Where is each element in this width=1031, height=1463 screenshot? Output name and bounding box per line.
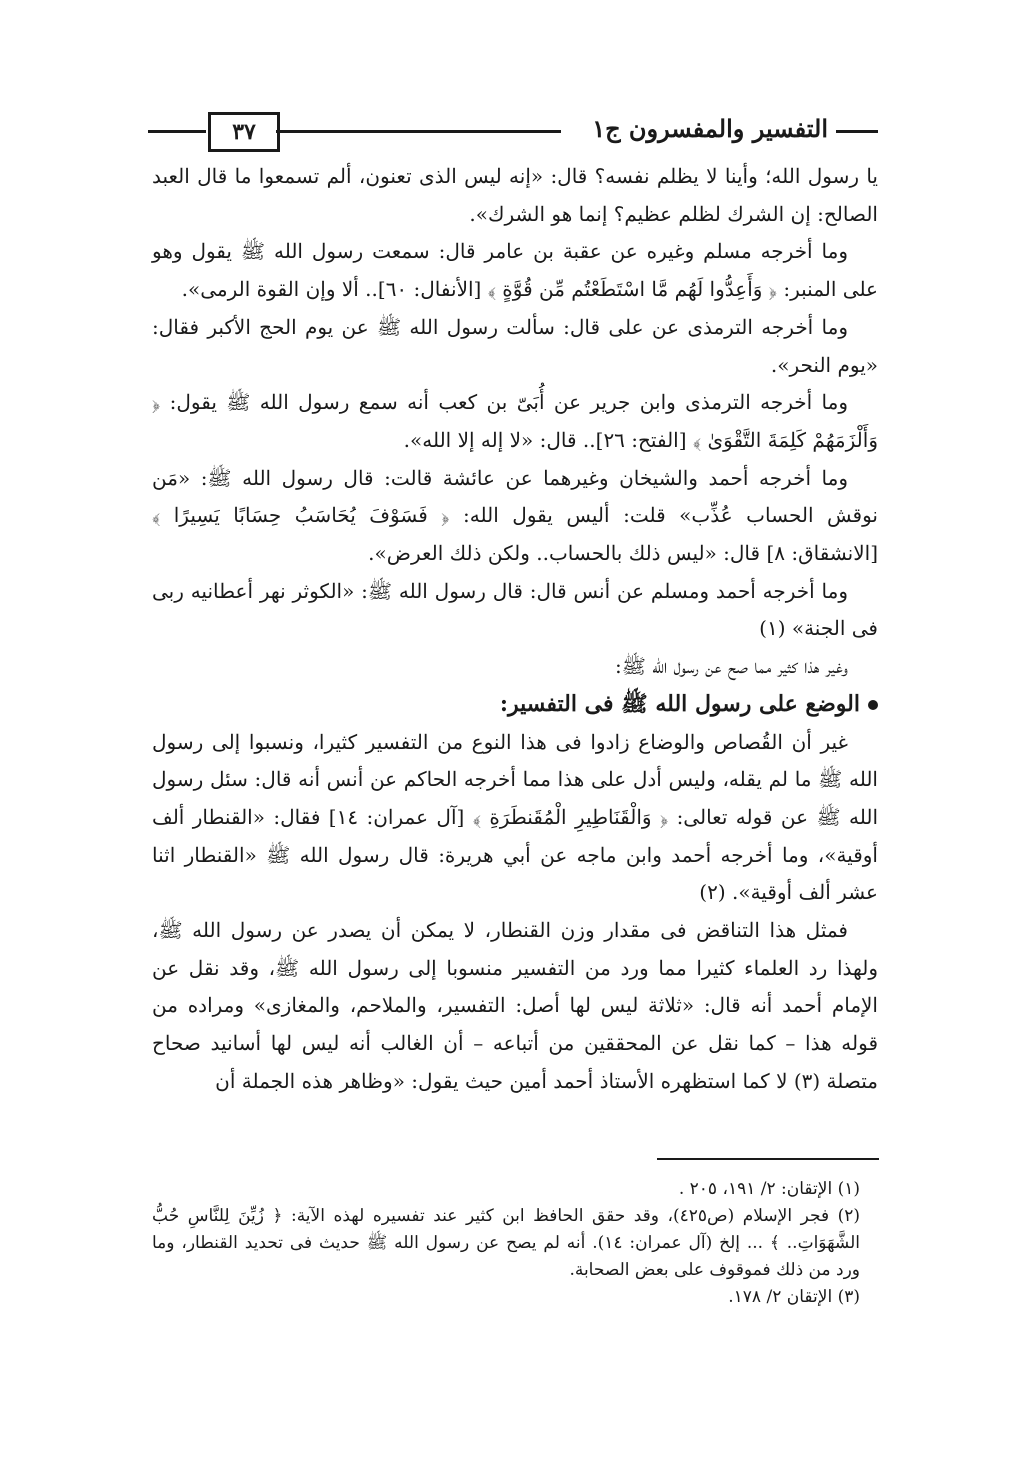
- footnote: (٣) الإتقان ٢/ ١٧٨.: [728, 1287, 860, 1307]
- paragraph: وما أخرجه مسلم وغيره عن عقبة بن عامر قال: سمعت رسول الله ﷺ يقول وهو على المنبر: ﴿ وَأَعِدُّوا لَهُم مَّا اسْتَطَعْتُم مِّن قُوَّةٍ ﴾ [الأنفال: ٦٠].. ألا وإن القوة الرمى».: [152, 239, 878, 302]
- paragraph: وما أخرجه أحمد والشيخان وغيرهما عن عائشة قالت: قال رسول الله ﷺ: «مَن نوقش الحساب عُذِّب» قلت: أليس يقول الله: ﴿ فَسَوْفَ يُحَاسَبُ حِسَابًا يَسِيرًا ﴾ [الانشقاق: ٨] قال: «ليس ذلك بالحساب.. ولكن ذلك العرض».: [152, 465, 878, 566]
- page-header: [148, 112, 878, 152]
- section-heading: [152, 686, 878, 724]
- paragraph: غير أن القُصاص والوضاع زادوا فى هذا النوع من التفسير كثيرا، ونسبوا إلى رسول الله ﷺ ما لم يقله، وليس أدل على هذا مما أخرجه الحاكم عن أنس أنه قال: سئل رسول الله ﷺ عن قوله تعالى: ﴿ وَالْقَنَاطِيرِ الْمُقَنطَرَةِ ﴾ [آل عمران: ١٤] فقال: «القنطار ألف أوقية»، وما أخرجه أحمد وابن ماجه عن أبي هريرة: قال رسول الله ﷺ «القنطار اثنا عشر ألف أوقية». (٢): [152, 729, 879, 905]
- paragraph: وما أخرجه الترمذى وابن جرير عن أُبَىّ بن كعب أنه سمع رسول الله ﷺ يقول: ﴿ وَأَلْزَمَهُمْ كَلِمَةَ التَّقْوَىٰ ﴾ [الفتح: ٢٦].. قال: «لا إله إلا الله».: [152, 390, 878, 452]
- footnote-separator: [657, 1158, 879, 1160]
- header-rule-middle: [426, 130, 561, 133]
- footnote: (١) الإتقان: ٢/ ١٩١، ٢٠٥ .: [678, 1179, 860, 1199]
- paragraph: فمثل هذا التناقض فى مقدار وزن القنطار، لا يمكن أن يصدر عن رسول الله ﷺ، ولهذا رد العلماء كثيرا مما ورد من التفسير منسوبا إلى رسول الله ﷺ، وقد نقل عن الإمام أحمد أنه قال: «ثلاثة ليس لها أصل: التفسير، والملاحم، والمغازى» ومراده من قوله هذا – كما نقل عن المحققين من أتباعه – أن الغالب أنه ليس لها أسانيد صحاح متصلة (٣) لا كما استظهره الأستاذ أحمد أمين حيث يقول: «وظاهر هذه الجملة أن: [152, 918, 878, 1093]
- header-rule-left: [148, 130, 206, 133]
- footnotes: [152, 1176, 878, 1311]
- section-heading-text: الوضع على رسول الله ﷺ فى التفسير:: [499, 690, 860, 717]
- body-text: [152, 158, 878, 1101]
- footnote: (٢) فجر الإسلام (ص٤٢٥)، وقد حقق الحافظ ابن كثير عند تفسيره لهذه الآية: ﴿ زُيِّنَ لِلنَّاسِ حُبُّ الشَّهَوَاتِ.. ﴾ ... إلخ (آل عمران: ١٤). أنه لم يصح عن رسول الله ﷺ حديث فى تحديد القنطار، وما ورد من ذلك فموقوف على بعض الصحابة.: [152, 1206, 860, 1280]
- paragraph: وما أخرجه الترمذى عن على قال: سألت رسول الله ﷺ عن يوم الحج الأكبر فقال: «يوم النحر».: [152, 314, 878, 377]
- paragraph: وغير هذا كثير مما صح عن رسول الله ﷺ:: [614, 654, 848, 679]
- header-rule-right: [836, 130, 878, 133]
- running-title: التفسير والمفسرون ج١: [592, 114, 828, 143]
- page-number: ٣٧: [208, 112, 280, 152]
- bullet-icon: [868, 700, 878, 710]
- paragraph: يا رسول الله؛ وأينا لا يظلم نفسه؟ قال: «إنه ليس الذى تعنون، ألم تسمعوا ما قال العبد الصالح: إن الشرك لظلم عظيم؟ إنما هو الشرك».: [152, 164, 878, 226]
- header-rule-left-inner: [276, 130, 426, 133]
- paragraph: وما أخرجه أحمد ومسلم عن أنس قال: قال رسول الله ﷺ: «الكوثر نهر أعطانيه ربى فى الجنة» (١): [152, 578, 878, 641]
